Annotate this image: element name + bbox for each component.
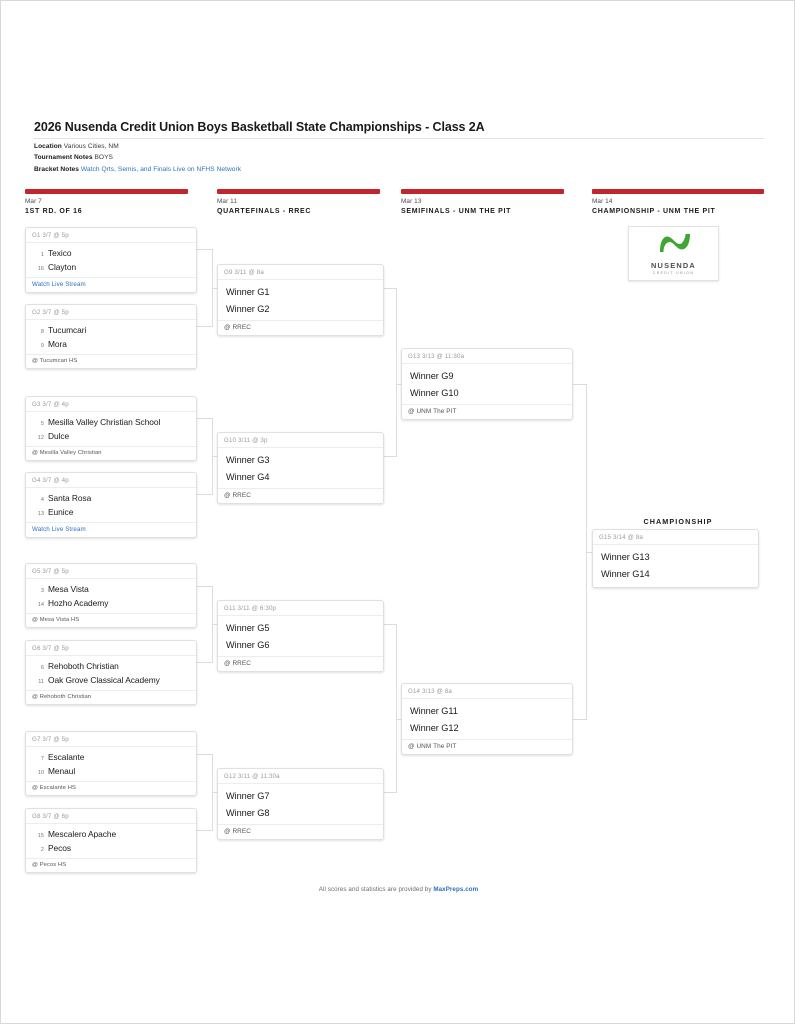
team-name: Winner G12	[410, 722, 459, 733]
team-seed: 6	[40, 665, 44, 671]
game-header: G12 3/11 @ 11:30a	[218, 769, 383, 784]
team-row[interactable]	[26, 246, 196, 260]
team-seed: 14	[37, 602, 44, 608]
team-seed: 9	[40, 343, 44, 349]
game-header: G13 3/13 @ 11:30a	[402, 349, 572, 364]
location-row	[34, 143, 764, 150]
round-header-3	[401, 189, 564, 215]
venue-label: @ Rehoboth Christian	[26, 690, 196, 704]
team-list	[593, 545, 758, 587]
game-header: G6 3/7 @ 5p	[26, 641, 196, 656]
team-row[interactable]	[26, 337, 196, 351]
team-seed: 4	[40, 497, 44, 503]
round-name: CHAMPIONSHIP - UNM THE PIT	[592, 207, 716, 215]
team-list	[402, 699, 572, 739]
venue-label: @ Escalante HS	[26, 781, 196, 795]
venue-label: @ RREC	[218, 488, 383, 503]
team-name: Clayton	[48, 262, 77, 272]
team-list	[218, 616, 383, 656]
connector	[196, 494, 213, 495]
team-name: Dulce	[48, 431, 70, 441]
game-header: G1 3/7 @ 5p	[26, 228, 196, 243]
team-name: Mesa Vista	[48, 584, 89, 594]
team-row[interactable]	[26, 827, 196, 841]
game-card-g15[interactable]	[592, 529, 759, 588]
team-row[interactable]	[402, 702, 572, 719]
game-card-g11[interactable]	[217, 600, 384, 672]
game-card-g8[interactable]	[25, 808, 197, 873]
tournament-notes-row	[34, 154, 764, 161]
sponsor-tagline: CREDIT UNION	[652, 271, 695, 276]
team-row[interactable]	[26, 505, 196, 519]
connector	[396, 288, 397, 457]
connector	[571, 384, 587, 385]
round-accent-bar	[401, 189, 564, 194]
team-name: Winner G10	[410, 387, 459, 398]
team-row[interactable]	[593, 548, 758, 565]
game-header: G4 3/7 @ 4p	[26, 473, 196, 488]
team-name: Mora	[48, 339, 67, 349]
team-name: Winner G1	[226, 286, 270, 297]
team-row[interactable]	[218, 619, 383, 636]
team-name: Winner G2	[226, 303, 270, 314]
watch-live-stream-link[interactable]: Watch Live Stream	[26, 277, 196, 292]
bracket-header	[34, 120, 764, 173]
game-card-g3[interactable]	[25, 396, 197, 461]
game-card-g2[interactable]	[25, 304, 197, 369]
bracket-notes-row	[34, 166, 764, 173]
team-name: Winner G4	[226, 471, 270, 482]
round-accent-bar	[217, 189, 380, 194]
venue-label: @ Mesa Vista HS	[26, 613, 196, 627]
team-seed: 5	[40, 421, 44, 427]
sponsor-name: NUSENDA	[651, 260, 696, 270]
team-seed: 11	[38, 679, 44, 685]
team-row[interactable]	[26, 582, 196, 596]
team-seed: 1	[40, 252, 44, 258]
connector	[196, 586, 213, 587]
team-name: Winner G3	[226, 454, 270, 465]
game-card-g6[interactable]	[25, 640, 197, 705]
team-list	[26, 579, 196, 613]
venue-label: @ RREC	[218, 320, 383, 335]
sponsor-logo	[628, 226, 719, 281]
round-name: QUARTEFINALS - RREC	[217, 207, 312, 215]
bracket-notes-label: Bracket Notes	[34, 165, 79, 173]
team-name: Winner G5	[226, 622, 270, 633]
team-row[interactable]	[26, 841, 196, 855]
venue-label: @ RREC	[218, 824, 383, 839]
team-list	[26, 412, 196, 446]
round-date: Mar 11	[217, 198, 238, 205]
connector	[396, 624, 397, 793]
location-value: Various Cities, NM	[63, 143, 119, 151]
team-list	[26, 656, 196, 690]
connector	[196, 830, 213, 831]
team-list	[26, 747, 196, 781]
venue-label: @ Mesilla Valley Christian	[26, 446, 196, 460]
venue-label: @ Pecos HS	[26, 858, 196, 872]
maxpreps-link[interactable]: MaxPreps.com	[433, 886, 479, 893]
team-row[interactable]	[26, 260, 196, 274]
team-row[interactable]	[26, 323, 196, 337]
tournament-notes-value: BOYS	[94, 154, 113, 162]
team-name: Eunice	[48, 507, 74, 517]
team-list	[218, 280, 383, 320]
round-accent-bar	[592, 189, 764, 194]
team-row[interactable]	[26, 673, 196, 687]
team-row[interactable]	[218, 804, 383, 821]
team-seed: 10	[37, 770, 44, 776]
venue-label: @ UNM The PIT	[402, 404, 572, 419]
location-label: Location	[34, 143, 62, 151]
team-list	[26, 243, 196, 277]
round-header-1	[25, 189, 188, 215]
team-name: Winner G14	[601, 568, 650, 579]
tournament-notes-label: Tournament Notes	[34, 154, 93, 162]
team-name: Santa Rosa	[48, 493, 92, 503]
team-row[interactable]	[593, 565, 758, 582]
round-header-4	[592, 189, 764, 215]
footer-text: All scores and statistics are provided by	[318, 886, 434, 893]
team-name: Rehoboth Christian	[48, 661, 119, 671]
round-name: 1ST RD. OF 16	[25, 207, 83, 215]
team-row[interactable]	[26, 415, 196, 429]
team-list	[26, 320, 196, 354]
game-header: G14 3/13 @ 8a	[402, 684, 572, 699]
team-name: Mesilla Valley Christian School	[48, 417, 161, 427]
round-name: SEMIFINALS - UNM THE PIT	[401, 207, 512, 215]
watch-live-stream-link[interactable]: Watch Live Stream	[26, 522, 196, 537]
team-name: Hozho Academy	[48, 598, 109, 608]
team-seed: 12	[37, 435, 44, 441]
team-name: Winner G7	[226, 790, 270, 801]
team-row[interactable]	[218, 451, 383, 468]
game-card-g12[interactable]	[217, 768, 384, 840]
team-row[interactable]	[402, 719, 572, 736]
team-seed: 16	[37, 266, 44, 272]
connector	[196, 249, 213, 250]
team-row[interactable]	[218, 468, 383, 485]
game-card-g9[interactable]	[217, 264, 384, 336]
venue-label: @ Tucumcari HS	[26, 354, 196, 368]
team-name: Pecos	[48, 843, 72, 853]
game-header: G9 3/11 @ 8a	[218, 265, 383, 280]
team-seed: 13	[37, 511, 44, 517]
game-card-g10[interactable]	[217, 432, 384, 504]
nusenda-wave-icon	[657, 232, 691, 259]
team-name: Tucumcari	[48, 325, 87, 335]
team-seed: 3	[40, 588, 44, 594]
game-header: G11 3/11 @ 6:30p	[218, 601, 383, 616]
team-row[interactable]	[218, 636, 383, 653]
team-list	[218, 784, 383, 824]
team-row[interactable]	[26, 491, 196, 505]
team-name: Winner G13	[601, 551, 650, 562]
team-name: Escalante	[48, 752, 85, 762]
game-card-g13[interactable]	[401, 348, 573, 420]
game-header: G8 3/7 @ 6p	[26, 809, 196, 824]
team-row[interactable]	[26, 596, 196, 610]
team-row[interactable]	[218, 300, 383, 317]
team-name: Winner G6	[226, 639, 270, 650]
round-date: Mar 7	[25, 198, 42, 205]
connector	[196, 326, 213, 327]
team-name: Oak Grove Classical Academy	[48, 675, 160, 685]
team-row[interactable]	[26, 659, 196, 673]
round-header-2	[217, 189, 380, 215]
team-row[interactable]	[26, 764, 196, 778]
game-card-g7[interactable]	[25, 731, 197, 796]
team-name: Winner G8	[226, 807, 270, 818]
connector	[196, 418, 213, 419]
round-date: Mar 13	[401, 198, 422, 205]
team-seed: 15	[37, 833, 44, 839]
team-name: Texico	[48, 248, 72, 258]
team-name: Mescalero Apache	[48, 829, 117, 839]
game-card-g14[interactable]	[401, 683, 573, 755]
team-name: Winner G11	[410, 705, 458, 716]
team-row[interactable]	[218, 787, 383, 804]
team-seed: 2	[40, 847, 44, 853]
team-row[interactable]	[402, 384, 572, 401]
game-header: G2 3/7 @ 5p	[26, 305, 196, 320]
connector	[196, 754, 213, 755]
team-name: Winner G9	[410, 370, 454, 381]
connector	[571, 719, 587, 720]
team-name: Menaul	[48, 766, 76, 776]
team-list	[26, 488, 196, 522]
team-list	[26, 824, 196, 858]
team-row[interactable]	[402, 367, 572, 384]
game-card-g5[interactable]	[25, 563, 197, 628]
championship-label: CHAMPIONSHIP	[643, 517, 713, 526]
game-card-g4[interactable]	[25, 472, 197, 538]
game-header: G10 3/11 @ 3p	[218, 433, 383, 448]
page-title: 2026 Nusenda Credit Union Boys Basketball State Championships - Class 2A	[34, 120, 764, 139]
game-card-g1[interactable]	[25, 227, 197, 293]
team-list	[218, 448, 383, 488]
team-row[interactable]	[26, 750, 196, 764]
team-row[interactable]	[218, 283, 383, 300]
game-header: G3 3/7 @ 4p	[26, 397, 196, 412]
game-header: G7 3/7 @ 5p	[26, 732, 196, 747]
footer-credit	[1, 886, 795, 893]
bracket-notes-link[interactable]: Watch Qrts, Semis, and Finals Live on NFHS Network	[80, 165, 242, 173]
game-header: G5 3/7 @ 5p	[26, 564, 196, 579]
venue-label: @ UNM The PIT	[402, 739, 572, 754]
round-date: Mar 14	[592, 198, 613, 205]
game-header: G15 3/14 @ 8a	[593, 530, 758, 545]
team-row[interactable]	[26, 429, 196, 443]
team-list	[402, 364, 572, 404]
team-seed: 8	[40, 329, 44, 335]
venue-label: @ RREC	[218, 656, 383, 671]
team-seed: 7	[40, 756, 44, 762]
connector	[196, 662, 213, 663]
round-accent-bar	[25, 189, 188, 194]
